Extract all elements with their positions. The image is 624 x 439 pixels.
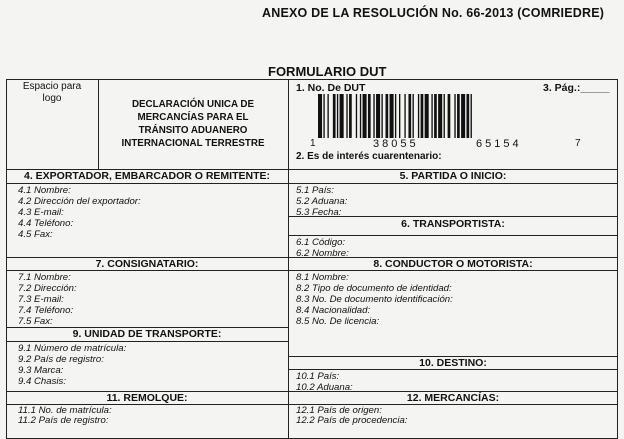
divider [6, 270, 288, 271]
consignee-fax-field: 7.5 Fax: [18, 316, 53, 327]
section-6-title: 6. TRANSPORTISTA: [401, 218, 505, 230]
vehicle-chassis-field: 9.4 Chasis: [18, 376, 66, 387]
carrier-code-field: 6.1 Código: [296, 237, 346, 248]
divider [288, 183, 618, 184]
section-8-title: 8. CONDUCTOR O MOTORISTA: [373, 258, 533, 270]
barcode-bar [349, 94, 352, 138]
barcode-bar [395, 94, 396, 138]
barcode-bar [337, 94, 338, 138]
divider [288, 216, 618, 217]
exporter-fax-field: 4.5 Fax: [18, 229, 53, 240]
barcode-bar [467, 94, 470, 138]
barcode-bar [471, 94, 472, 138]
barcode-bar [368, 94, 371, 138]
barcode-bar [418, 94, 419, 138]
barcode-bar [386, 94, 389, 138]
barcode-bar [434, 94, 437, 138]
barcode-digit-1: 1 [310, 138, 316, 149]
barcode-digit-3: 65154 [476, 138, 522, 150]
barcode-digit-4: 7 [575, 138, 581, 149]
barcode-bar [404, 94, 405, 138]
barcode-bar [399, 94, 400, 138]
departure-customs-field: 5.2 Aduana: [296, 196, 348, 207]
exporter-name-field: 4.1 Nombre: [18, 185, 71, 196]
consignee-name-field: 7.1 Nombre: [18, 272, 71, 283]
barcode-bar [323, 94, 324, 138]
goods-provenance-country-field: 12.2 País de procedencia: [296, 415, 408, 426]
barcode-bar [390, 94, 394, 138]
section-9-title: 9. UNIDAD DE TRANSPORTE: [72, 328, 222, 340]
barcode-bar [327, 94, 328, 138]
driver-nationality-field: 8.4 Nacionalidad: [296, 305, 371, 316]
destination-customs-field: 10.2 Aduana: [296, 382, 353, 393]
declaration-line-2: MERCANCÍAS PARA EL [137, 112, 249, 123]
barcode-bar [346, 94, 347, 138]
barcode-bar [363, 94, 367, 138]
section-4-title: 4. EXPORTADOR, EMBARCADOR O REMITENTE: [24, 170, 270, 182]
goods-origin-country-field: 12.1 País de origen: [296, 405, 382, 416]
barcode-bar [444, 94, 445, 138]
barcode-digit-2: 38055 [373, 138, 419, 150]
departure-date-field: 5.3 Fecha: [296, 207, 342, 218]
divider [288, 369, 618, 370]
barcode-bar [425, 94, 429, 138]
quarantine-label: 2. Es de interés cuarentenario: [296, 151, 442, 162]
form-title: FORMULARIO DUT [268, 64, 387, 79]
barcode-bar [340, 94, 344, 138]
barcode [318, 94, 573, 142]
driver-license-field: 8.5 No. De licencia: [296, 316, 380, 327]
divider [6, 341, 288, 342]
divider [288, 235, 618, 236]
barcode-bar [413, 94, 414, 138]
dut-number-label: 1. No. De DUT [296, 82, 366, 94]
divider [288, 79, 289, 169]
barcode-bar [373, 94, 374, 138]
exporter-phone-field: 4.4 Teléfono: [18, 218, 74, 229]
exporter-address-field: 4.2 Dirección del exportador: [18, 196, 141, 207]
vehicle-plate-field: 9.1 Número de matrícula: [18, 343, 127, 354]
section-7-title: 7. CONSIGNATARIO: [95, 258, 199, 270]
vehicle-brand-field: 9.3 Marca: [18, 365, 64, 376]
section-5-title: 5. PARTIDA O INICIO: [399, 170, 507, 182]
departure-country-field: 5.1 País: [296, 185, 334, 196]
annex-header: ANEXO DE LA RESOLUCIÓN No. 66-2013 (COMRIEDRE) [262, 6, 605, 20]
consignee-address-field: 7.2 Dirección: [18, 283, 77, 294]
barcode-bar [438, 94, 442, 138]
driver-id-type-field: 8.2 Tipo de documento de identidad: [296, 283, 452, 294]
section-11-title: 11. REMOLQUE: [106, 392, 188, 404]
logo-space-line-2: logo [42, 93, 62, 104]
barcode-bar [318, 94, 322, 138]
section-12-title: 12. MERCANCÍAS: [406, 392, 500, 404]
trailer-plate-field: 11.1 No. de matrícula: [18, 405, 112, 416]
consignee-phone-field: 7.4 Teléfono: [18, 305, 74, 316]
consignee-email-field: 7.3 E-mail: [18, 294, 64, 305]
logo-space [6, 81, 98, 105]
barcode-bar [356, 94, 357, 138]
driver-id-number-field: 8.3 No. De documento identificación: [296, 294, 453, 305]
divider [6, 183, 288, 184]
section-10-title: 10. DESTINO: [419, 357, 487, 369]
logo-space-line-1: Espacio para [22, 81, 82, 92]
declaration-line-4: INTERNACIONAL TERRESTRE [121, 138, 265, 149]
barcode-bar [431, 94, 432, 138]
barcode-bar [360, 94, 361, 138]
declaration-line-1: DECLARACIÓN UNICA DE [131, 99, 255, 110]
exporter-email-field: 4.3 E-mail: [18, 207, 64, 218]
barcode-bar [381, 94, 382, 138]
barcode-bar [448, 94, 451, 138]
vehicle-registry-country-field: 9.2 País de registro: [18, 354, 104, 365]
barcode-bar [457, 94, 460, 138]
barcode-bar [376, 94, 380, 138]
barcode-bar [421, 94, 424, 138]
trailer-registry-country-field: 11.2 País de registro: [18, 415, 109, 426]
declaration-line-3: TRÁNSITO ADUANERO [138, 125, 248, 136]
barcode-bar [461, 94, 465, 138]
page-label: 3. Pág.:_____ [543, 82, 610, 94]
divider [288, 270, 618, 271]
barcode-bar [333, 94, 336, 138]
declaration-title [98, 98, 288, 150]
driver-name-field: 8.1 Nombre: [296, 272, 349, 283]
barcode-bar [408, 94, 411, 138]
barcode-bar [454, 94, 455, 138]
carrier-name-field: 6.2 Nombre: [296, 248, 349, 259]
destination-country-field: 10.1 País: [296, 371, 340, 382]
